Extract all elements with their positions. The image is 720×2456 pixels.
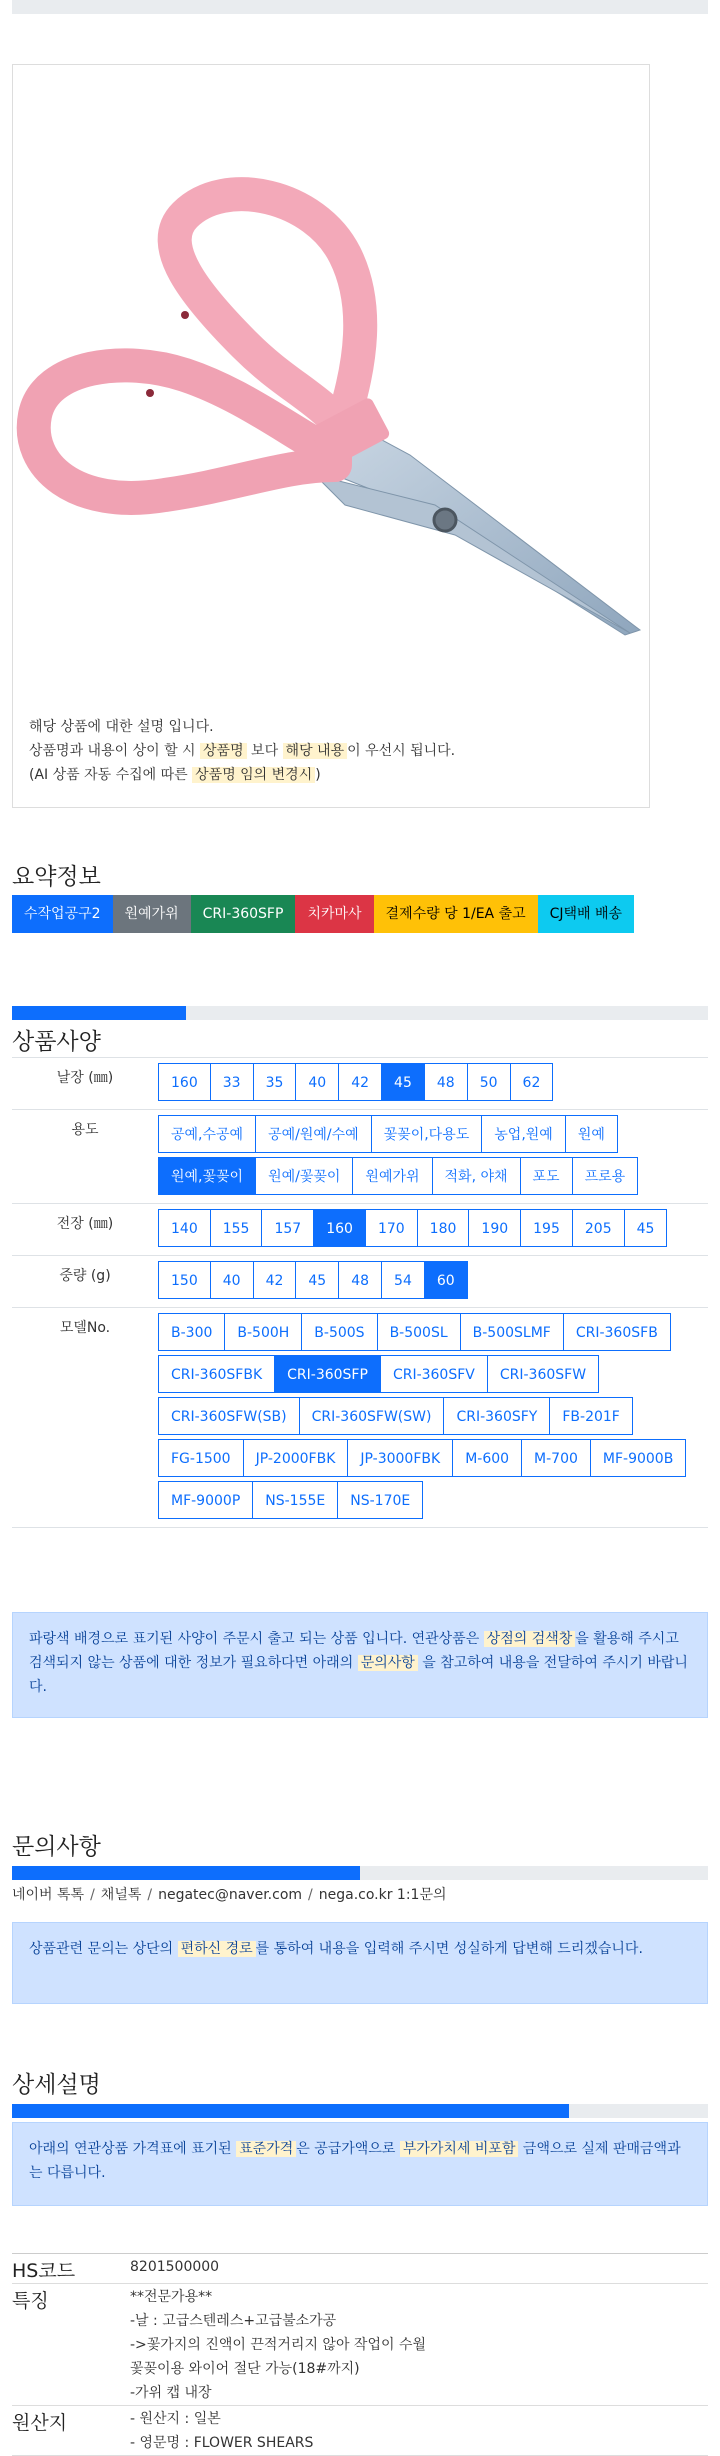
spec-option[interactable]: CRI-360SFP [274,1355,381,1393]
info-value-line: 꽃꽂이용 와이어 절단 가능(18#까지) [130,2361,360,2377]
spec-option[interactable]: CRI-360SFB [563,1313,671,1351]
link-separator: / [308,1887,313,1903]
spec-option[interactable]: B-500S [301,1313,377,1351]
spec-row [12,1256,708,1308]
notice-text: 을 참고하여 내용을 전달하여 주시기 바랍니다. [29,1655,688,1695]
summary-badge: CRI-360SFP [191,895,296,933]
spec-option[interactable]: 42 [253,1261,297,1299]
info-value-line: -가위 캡 내장 [130,2385,212,2401]
info-row [12,2406,708,2456]
spec-option[interactable]: 적화, 야채 [432,1157,521,1195]
image-notice-line2 [29,739,455,763]
spec-progress [12,1006,708,1020]
inquiry-link[interactable]: 채널톡 [100,1887,142,1903]
spec-option[interactable]: CRI-360SFW(SB) [158,1397,300,1435]
spec-option[interactable]: 170 [365,1209,418,1247]
spec-option[interactable]: JP-3000FBK [347,1439,453,1477]
spec-option[interactable]: 농업,원예 [481,1115,566,1153]
spec-row-label: 용도 [71,1122,99,1138]
notice-text: 보다 [246,743,283,759]
spec-option[interactable]: 42 [338,1063,382,1101]
spec-option[interactable]: B-500SL [377,1313,461,1351]
spec-option[interactable]: 150 [158,1261,211,1299]
detail-progress-fill [12,2104,569,2118]
spec-option[interactable]: 원예 [565,1115,618,1153]
detail-progress [12,2104,708,2118]
notice-text: 금액으로 실제 판매금액과는 다릅니다. [29,2141,681,2181]
inquiry-links [12,1884,447,1904]
summary-badges [12,895,634,933]
notice-highlight: 상점의 검색창 [484,1631,576,1647]
notice-text: 을 활용해 주시고 검색되지 않는 상품에 대한 정보가 필요하다면 아래의 [29,1631,679,1671]
info-value [130,2284,426,2405]
spec-option[interactable]: CRI-360SFW [487,1355,599,1393]
link-separator: / [90,1887,95,1903]
spec-option[interactable]: B-300 [158,1313,225,1351]
notice-text: 를 통하여 내용을 입력해 주시면 성실하게 답변해 드리겠습니다. [255,1941,643,1957]
spec-option[interactable]: 공예,수공예 [158,1115,256,1153]
spec-option[interactable]: MF-9000B [590,1439,686,1477]
summary-badge: 수작업공구2 [12,895,113,933]
spec-option[interactable]: 140 [158,1209,211,1247]
spec-option[interactable]: CRI-360SFBK [158,1355,275,1393]
notice-text: 파랑색 배경으로 표기된 사양이 주문시 출고 되는 상품 입니다. 연관상품은 [29,1631,484,1647]
spec-option[interactable]: 157 [261,1209,314,1247]
spec-progress-fill [12,1006,186,1020]
link-separator: / [147,1887,153,1903]
inquiry-link[interactable]: negatec@naver.com [158,1887,303,1903]
summary-badge: 결제수량 당 1/EA 출고 [374,895,538,933]
info-value-line: - 원산지 : 일본 [130,2411,221,2427]
spec-option[interactable]: 48 [338,1261,382,1299]
inquiry-link[interactable]: nega.co.kr 1:1문의 [318,1887,447,1903]
spec-option[interactable]: 45 [295,1261,339,1299]
spec-option[interactable]: NS-155E [252,1481,338,1519]
detail-title: 상세설명 [12,2072,101,2098]
info-row [12,2284,708,2406]
notice-highlight: 부가가치세 비포함 [400,2141,519,2157]
spec-option[interactable]: M-600 [452,1439,522,1477]
spec-row-label: 모델No. [59,1320,111,1336]
info-value-line: -날 : 고급스텐레스+고급불소가공 [130,2313,337,2329]
spec-option[interactable]: 33 [210,1063,254,1101]
spec-option[interactable]: MF-9000P [158,1481,253,1519]
info-value-line: **전문가용** [130,2289,213,2305]
spec-option[interactable]: 54 [381,1261,425,1299]
spec-options [158,1058,698,1109]
notice-highlight: 표준가격 [236,2141,296,2157]
notice-highlight: 문의사항 [358,1655,418,1671]
spec-notice [12,1612,708,1718]
summary-badge: 원예가위 [113,895,191,933]
spec-row-label: 전장 (㎜) [56,1216,114,1232]
summary-badge: 치카마사 [295,895,373,933]
product-image-scissors [15,175,655,695]
spec-option[interactable]: 45 [381,1063,425,1101]
spec-option[interactable]: M-700 [521,1439,591,1477]
spec-option[interactable]: 60 [424,1261,468,1299]
image-notice [29,715,455,787]
spec-row [12,1308,708,1528]
spec-option[interactable]: B-500SLMF [460,1313,564,1351]
spec-option[interactable]: 원예가위 [352,1157,432,1195]
info-value [130,2406,313,2455]
notice-highlight: 상품명 [200,743,247,759]
top-progress-bar [12,0,708,14]
inquiry-link[interactable]: 네이버 톡톡 [12,1887,85,1903]
spec-options [158,1308,698,1527]
notice-highlight: 해당 내용 [283,743,348,759]
spec-options [158,1204,698,1255]
notice-text: 아래의 연관상품 가격표에 표기된 [29,2141,237,2157]
spec-option[interactable]: 45 [624,1209,668,1247]
inquiry-progress [12,1866,708,1880]
summary-title: 요약정보 [12,864,101,890]
inquiry-notice [12,1922,708,2004]
spec-option[interactable]: 180 [417,1209,470,1247]
notice-highlight: 상품명 임의 변경시 [192,767,315,783]
spec-options [158,1110,698,1203]
spec-option[interactable]: 195 [520,1209,573,1247]
product-image-card [12,64,650,808]
spec-option[interactable]: B-500H [224,1313,302,1351]
info-value [130,2254,219,2283]
info-value-line: - 영문명 : FLOWER SHEARS [130,2435,314,2451]
spec-option[interactable]: 35 [253,1063,297,1101]
spec-option[interactable]: 40 [295,1063,339,1101]
spec-option[interactable]: 포도 [520,1157,573,1195]
spec-option[interactable]: NS-170E [337,1481,423,1519]
inquiry-progress-fill [12,1866,360,1880]
spec-option[interactable]: 160 [313,1209,366,1247]
notice-text: 상품명과 내용이 상이 할 시 [29,743,201,759]
notice-text: ) [315,767,321,783]
notice-text: 상품관련 문의는 상단의 [29,1941,178,1957]
notice-text: (AI 상품 자동 수집에 따른 [29,767,193,783]
spec-row [12,1058,708,1110]
info-label: 원산지 [12,2412,68,2434]
notice-highlight: 편하신 경로 [178,1941,256,1957]
image-notice-line3 [29,763,455,787]
spec-table [12,1057,708,1528]
spec-title: 상품사양 [12,1029,101,1055]
product-info-table [12,2253,708,2456]
spec-row [12,1110,708,1204]
summary-badge: CJ택배 배송 [538,895,634,933]
spec-option[interactable]: 62 [510,1063,554,1101]
spec-option[interactable]: CRI-360SFV [380,1355,488,1393]
detail-notice [12,2122,708,2206]
spec-option[interactable]: JP-2000FBK [243,1439,349,1477]
spec-option[interactable]: 205 [572,1209,625,1247]
spec-option[interactable]: 원예/꽃꽂이 [255,1157,353,1195]
spec-option[interactable]: 48 [424,1063,468,1101]
spec-option[interactable]: 꽃꽂이,다용도 [371,1115,483,1153]
spec-option[interactable]: CRI-360SFW(SW) [299,1397,445,1435]
spec-option[interactable]: FB-201F [549,1397,632,1435]
spec-option[interactable]: 160 [158,1063,211,1101]
spec-option[interactable]: FG-1500 [158,1439,244,1477]
info-value-line: 8201500000 [130,2259,220,2275]
spec-option[interactable]: 공예/원예/수예 [255,1115,372,1153]
spec-option[interactable]: 50 [467,1063,511,1101]
info-label: HS코드 [12,2260,76,2282]
spec-option[interactable]: CRI-360SFY [443,1397,550,1435]
spec-row [12,1204,708,1256]
spec-option[interactable]: 프로용 [572,1157,639,1195]
spec-row-label: 날장 (㎜) [56,1070,114,1086]
spec-options [158,1256,698,1307]
spec-option[interactable]: 원예,꽃꽂이 [158,1157,256,1195]
spec-row-label: 중량 (g) [59,1268,111,1284]
info-row [12,2254,708,2284]
image-notice-line1: 해당 상품에 대한 설명 입니다. [29,719,214,735]
inquiry-title: 문의사항 [12,1834,101,1860]
info-label: 특징 [12,2290,49,2312]
spec-option[interactable]: 190 [468,1209,521,1247]
spec-option[interactable]: 155 [210,1209,263,1247]
spec-option[interactable]: 40 [210,1261,254,1299]
info-value-line: ->꽃가지의 진액이 끈적거리지 않아 작업이 수월 [130,2337,426,2353]
notice-text: 은 공급가액으로 [296,2141,400,2157]
notice-text: 이 우선시 됩니다. [347,743,456,759]
